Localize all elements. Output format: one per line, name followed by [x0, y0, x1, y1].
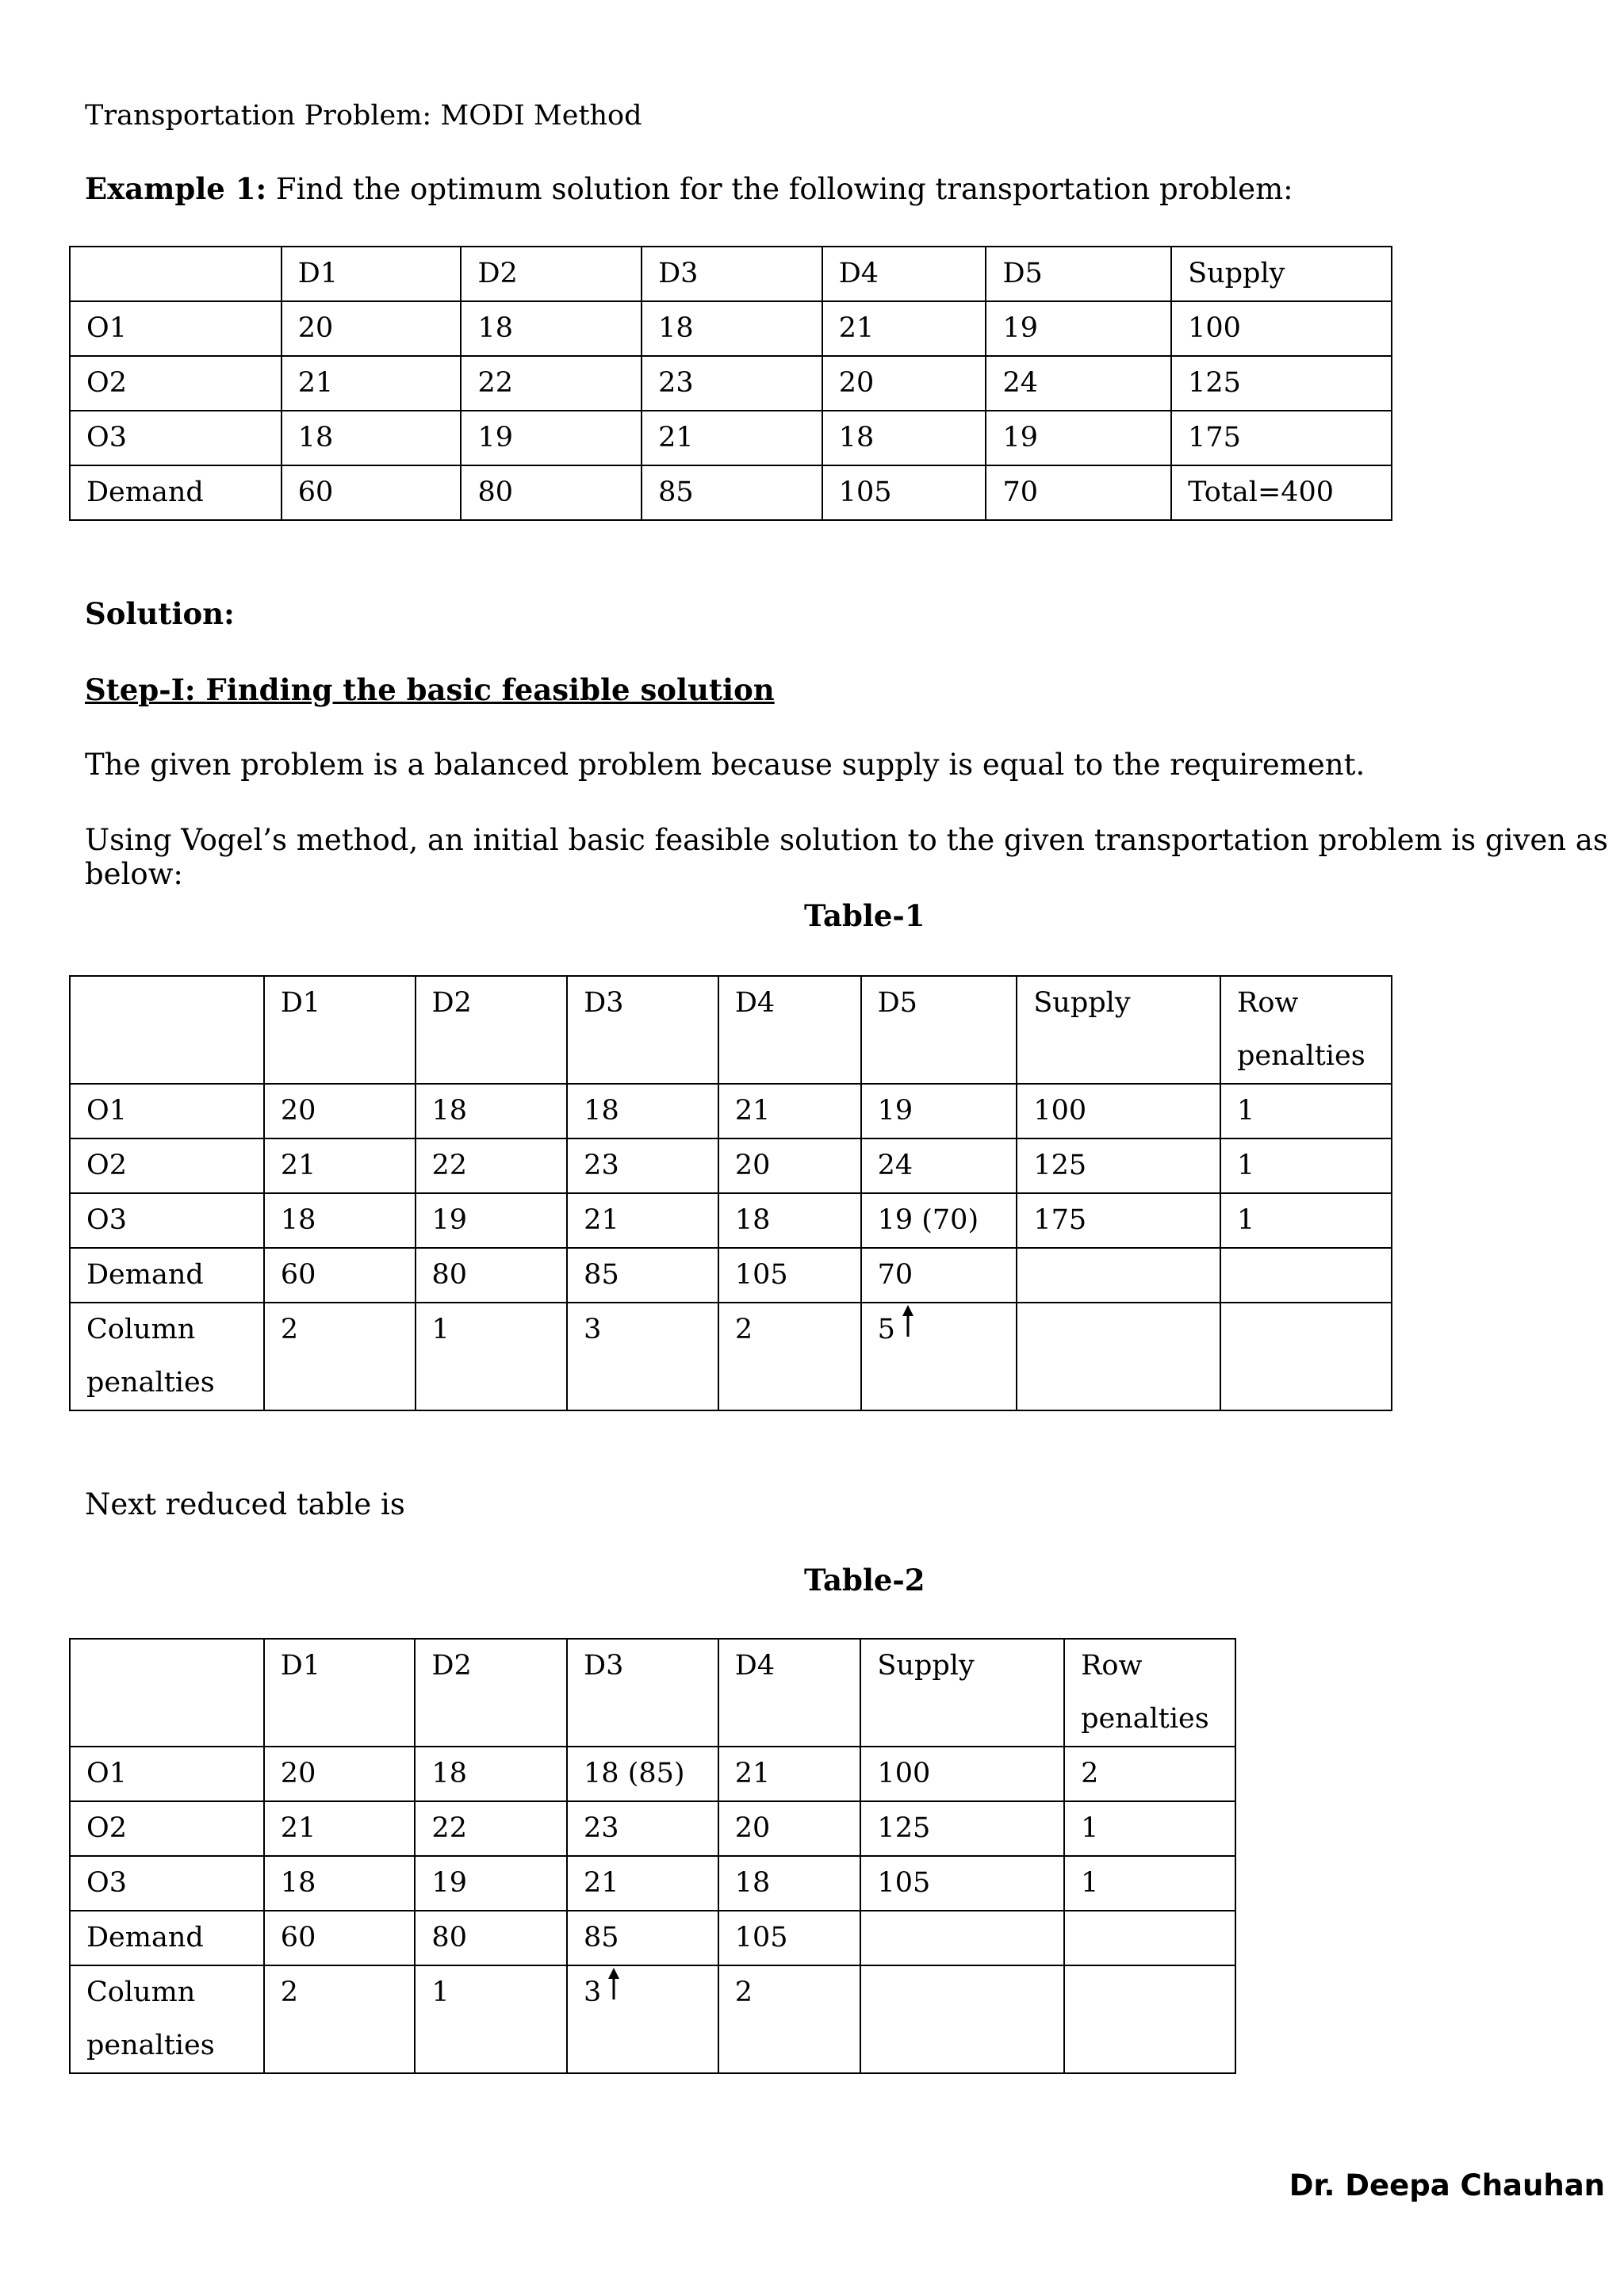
table-cell: 18 (85) — [567, 1747, 718, 1801]
paragraph-balanced: The given problem is a balanced problem because supply is equal to the requirement. — [85, 748, 1365, 782]
header-cell: D1 — [264, 1639, 416, 1747]
table1-caption: Table-1 — [804, 898, 925, 933]
table-cell: Column penalties — [70, 1303, 264, 1410]
table-cell: 175 — [1017, 1193, 1220, 1248]
table-cell: 100 — [1171, 301, 1392, 356]
max-penalty-cell — [861, 1303, 1017, 1410]
problem-table-header — [70, 247, 1392, 301]
table-2 — [69, 1638, 1236, 2074]
header-cell: D2 — [416, 976, 568, 1084]
table-cell: 125 — [860, 1801, 1064, 1856]
table-cell: O3 — [70, 1193, 264, 1248]
table-row — [70, 1856, 1235, 1911]
table-cell: 18 — [822, 411, 986, 465]
table-row — [70, 411, 1392, 465]
header-cell: D3 — [642, 247, 822, 301]
table-cell: O3 — [70, 1856, 264, 1911]
header-cell — [70, 976, 264, 1084]
penalty-value: 5 — [877, 1314, 895, 1345]
header-cell: D1 — [264, 976, 416, 1084]
example-label: Example 1: — [85, 171, 267, 206]
table-cell — [1220, 1248, 1392, 1303]
table-cell: 1 — [1220, 1193, 1392, 1248]
table-cell: 3 — [567, 1303, 718, 1410]
header-cell: D2 — [415, 1639, 567, 1747]
table-cell: 23 — [567, 1138, 718, 1193]
table-cell: 19 — [861, 1084, 1017, 1138]
table-cell: 21 — [282, 356, 462, 411]
table-cell — [1220, 1303, 1392, 1410]
table-cell: 18 — [415, 1747, 567, 1801]
table-cell: 125 — [1017, 1138, 1220, 1193]
table-cell: 20 — [282, 301, 462, 356]
table-cell: 23 — [642, 356, 822, 411]
table-cell: 18 — [642, 301, 822, 356]
penalty-value: 3 — [584, 1976, 602, 2008]
table-cell: Demand — [70, 465, 282, 520]
table-cell: 60 — [264, 1911, 416, 1965]
header-cell: D1 — [282, 247, 462, 301]
table-cell: 19 — [461, 411, 642, 465]
table-cell: 1 — [415, 1965, 567, 2073]
table-cell: 21 — [822, 301, 986, 356]
table-cell: 21 — [567, 1193, 718, 1248]
table-cell: 1 — [1064, 1801, 1235, 1856]
table-cell: 18 — [264, 1856, 416, 1911]
table-cell: 18 — [461, 301, 642, 356]
table-cell: 100 — [1017, 1084, 1220, 1138]
table-cell: 20 — [718, 1138, 861, 1193]
table-cell: 20 — [822, 356, 986, 411]
table-cell: 21 — [642, 411, 822, 465]
table-cell: 20 — [264, 1747, 416, 1801]
header-cell: Row penalties — [1220, 976, 1392, 1084]
table-cell: 18 — [567, 1084, 718, 1138]
table-row — [70, 356, 1392, 411]
table2-header — [70, 1639, 1235, 1747]
table-row — [70, 1248, 1392, 1303]
table-cell: O3 — [70, 411, 282, 465]
table-cell: 105 — [822, 465, 986, 520]
table-cell: 21 — [264, 1138, 416, 1193]
table-cell: 18 — [416, 1084, 568, 1138]
table-cell: 2 — [264, 1303, 416, 1410]
up-arrow-icon — [902, 1303, 914, 1357]
table-cell: 1 — [1220, 1138, 1392, 1193]
table-cell: 80 — [461, 465, 642, 520]
table-cell: 60 — [282, 465, 462, 520]
table-cell: 85 — [567, 1248, 718, 1303]
table-row — [70, 1303, 1392, 1410]
header-cell: D4 — [718, 976, 861, 1084]
max-penalty-cell — [567, 1965, 718, 2073]
table-cell: 85 — [642, 465, 822, 520]
header-cell — [70, 247, 282, 301]
table-cell: 22 — [416, 1138, 568, 1193]
table-cell: 70 — [861, 1248, 1017, 1303]
table-cell: 24 — [986, 356, 1171, 411]
table-cell: Demand — [70, 1911, 264, 1965]
table-row — [70, 301, 1392, 356]
author-signature: Dr. Deepa Chauhan — [1289, 2168, 1605, 2202]
table-cell: 2 — [718, 1303, 861, 1410]
header-cell: D4 — [822, 247, 986, 301]
table-cell: 21 — [567, 1856, 718, 1911]
table-cell: 20 — [264, 1084, 416, 1138]
table-cell: 175 — [1171, 411, 1392, 465]
problem-table — [69, 246, 1392, 521]
table-row — [70, 1965, 1235, 2073]
table-cell: 18 — [264, 1193, 416, 1248]
header-cell: Supply — [1171, 247, 1392, 301]
table-row — [70, 1084, 1392, 1138]
table-cell: 2 — [718, 1965, 861, 2073]
table-cell: 22 — [461, 356, 642, 411]
table-row — [70, 465, 1392, 520]
table-cell: 19 (70) — [861, 1193, 1017, 1248]
table-cell: 19 — [416, 1193, 568, 1248]
table-cell: 105 — [860, 1856, 1064, 1911]
table-cell: 22 — [415, 1801, 567, 1856]
table-cell: 80 — [416, 1248, 568, 1303]
table-cell: 24 — [861, 1138, 1017, 1193]
table-row — [70, 1138, 1392, 1193]
table-cell: 2 — [264, 1965, 416, 2073]
table-cell: Demand — [70, 1248, 264, 1303]
table-cell: 125 — [1171, 356, 1392, 411]
table-row — [70, 1193, 1392, 1248]
table-row — [70, 1911, 1235, 1965]
header-cell: Row penalties — [1064, 1639, 1235, 1747]
document-title: Transportation Problem: MODI Method — [85, 100, 642, 132]
table-1 — [69, 975, 1392, 1411]
table-cell: Column penalties — [70, 1965, 264, 2073]
table1-header — [70, 976, 1392, 1084]
table-cell — [1017, 1303, 1220, 1410]
table2-caption: Table-2 — [804, 1563, 925, 1598]
table-cell: 18 — [282, 411, 462, 465]
header-cell — [70, 1639, 264, 1747]
table-row — [70, 1801, 1235, 1856]
table-cell: O1 — [70, 1747, 264, 1801]
table-cell: 19 — [415, 1856, 567, 1911]
table-cell: 23 — [567, 1801, 718, 1856]
table-cell: O2 — [70, 1801, 264, 1856]
table-cell — [1064, 1911, 1235, 1965]
table-cell: 19 — [986, 411, 1171, 465]
table-cell: 20 — [718, 1801, 861, 1856]
table-cell: O2 — [70, 1138, 264, 1193]
header-cell: D3 — [567, 1639, 718, 1747]
table-cell: 1 — [1064, 1856, 1235, 1911]
table-cell: 85 — [567, 1911, 718, 1965]
table-cell: O1 — [70, 1084, 264, 1138]
example-text: Find the optimum solution for the following transportation problem: — [275, 172, 1293, 206]
table-cell: 100 — [860, 1747, 1064, 1801]
table-cell: 1 — [416, 1303, 568, 1410]
header-cell: D2 — [461, 247, 642, 301]
table-cell: Total=400 — [1171, 465, 1392, 520]
table-cell — [860, 1965, 1064, 2073]
table-cell: O1 — [70, 301, 282, 356]
paragraph-vogel: Using Vogel’s method, an initial basic feasible solution to the given transportation problem is given as below: — [85, 823, 1608, 891]
table-cell: 2 — [1064, 1747, 1235, 1801]
table-cell: 21 — [718, 1747, 861, 1801]
table-cell: 21 — [718, 1084, 861, 1138]
table-cell: 21 — [264, 1801, 416, 1856]
table-cell: 70 — [986, 465, 1171, 520]
table-cell: 105 — [718, 1911, 861, 1965]
table-cell: 18 — [718, 1856, 861, 1911]
header-cell: D3 — [567, 976, 718, 1084]
up-arrow-icon — [607, 1966, 620, 2019]
table-row — [70, 1747, 1235, 1801]
table-cell: O2 — [70, 356, 282, 411]
step1-heading: Step-I: Finding the basic feasible solution — [85, 672, 775, 707]
table-cell — [860, 1911, 1064, 1965]
header-cell: D4 — [718, 1639, 861, 1747]
header-cell: D5 — [861, 976, 1017, 1084]
table-cell: 19 — [986, 301, 1171, 356]
table-cell: 60 — [264, 1248, 416, 1303]
next-reduced-text: Next reduced table is — [85, 1487, 405, 1521]
example-line — [85, 171, 1293, 206]
table-cell — [1017, 1248, 1220, 1303]
table-cell: 18 — [718, 1193, 861, 1248]
table-cell: 105 — [718, 1248, 861, 1303]
header-cell: Supply — [860, 1639, 1064, 1747]
header-cell: D5 — [986, 247, 1171, 301]
table-cell: 1 — [1220, 1084, 1392, 1138]
header-cell: Supply — [1017, 976, 1220, 1084]
solution-label: Solution: — [85, 596, 235, 631]
table-cell — [1064, 1965, 1235, 2073]
table-cell: 80 — [415, 1911, 567, 1965]
